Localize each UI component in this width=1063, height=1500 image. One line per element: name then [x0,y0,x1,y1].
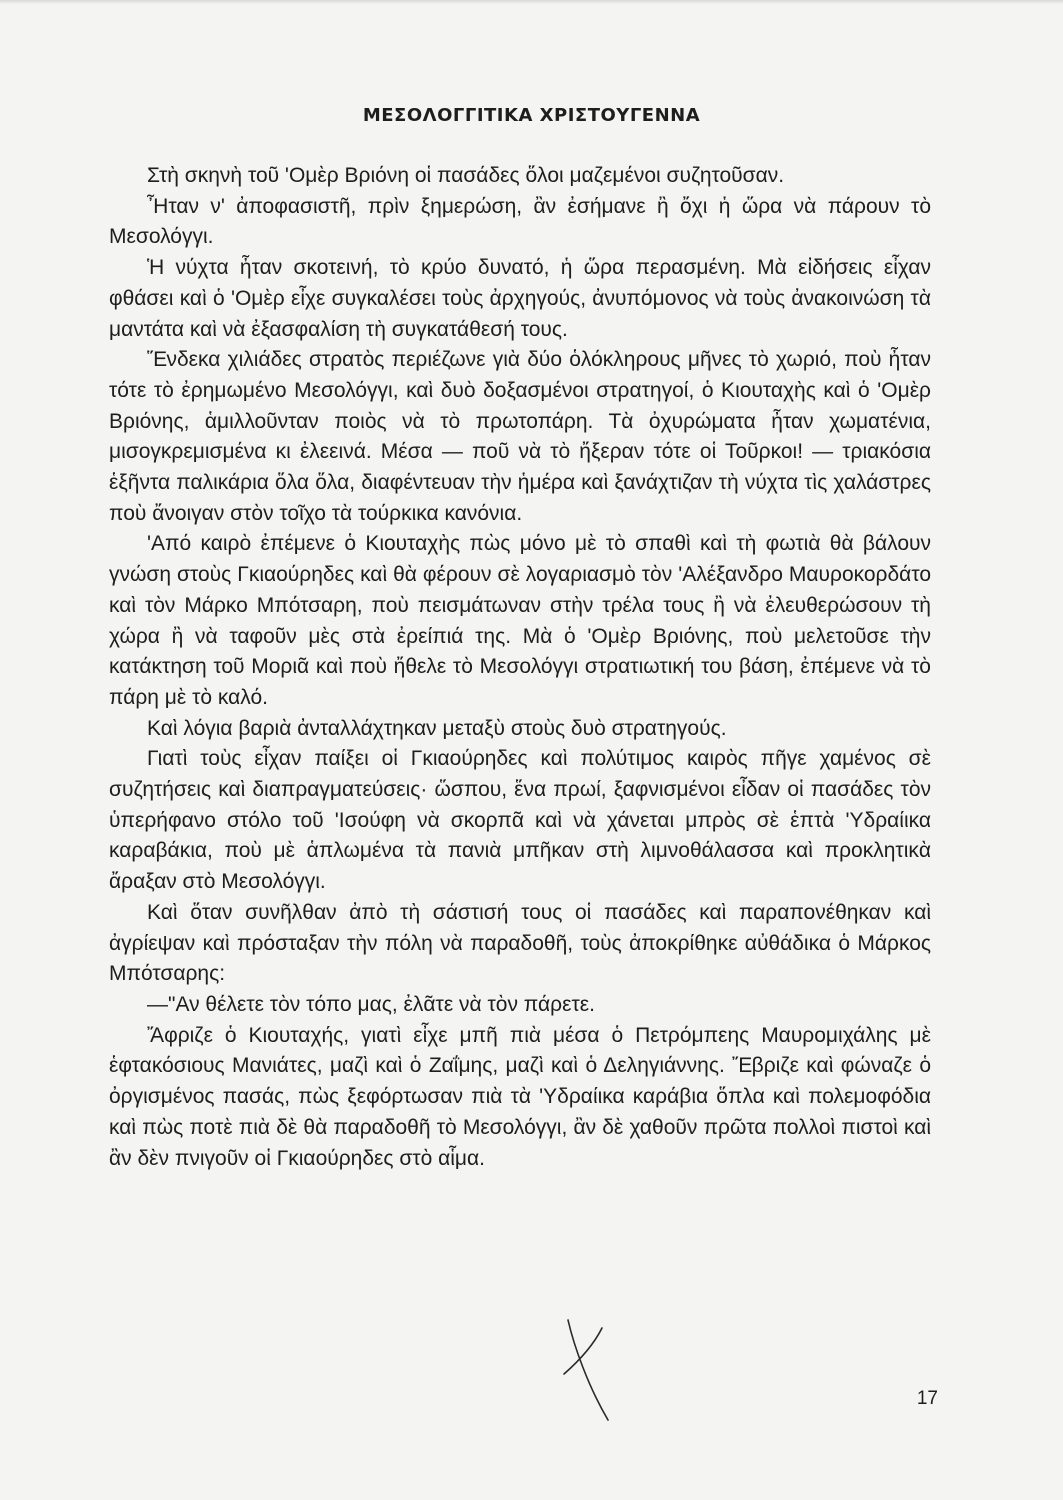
paragraph-3: Ἡ νύχτα ἦταν σκοτεινή, τὸ κρύο δυνατό, ἡ ὥρα περασμένη. Μὰ εἰδήσεις εἶχαν φθάσει καὶ ὁ 'Ομὲρ εἶχε συγκαλέσει τοὺς ἀρχηγούς, ἀνυπόμονος νὰ τοὺς ἀνακοινώση τὰ μαντάτα καὶ νὰ ἐξασφαλίση τὴ συγκατάθεσή τους. [109,256,931,341]
paragraph-8: Καὶ ὅταν συνῆλθαν ἀπὸ τὴ σάστισή τους οἱ πασάδες καὶ παραπονέθηκαν καὶ ἀγρίεψαν καὶ πρόσταξαν τὴν πόλη νὰ παραδοθῆ, τοὺς ἀποκρίθηκε αὐθάδικα ὁ Μάρκος Μπότσαρης: [109,900,931,986]
page-number: 17 [916,1388,938,1409]
paragraph-2: Ἦταν ν' ἀποφασιστῆ, πρὶν ξημερώση, ἂν ἐσήμανε ἢ ὄχι ἡ ὥρα νὰ πάρουν τὸ Μεσολόγγι. [109,194,931,249]
body-text [109,161,931,1174]
handwritten-pen-mark [550,1316,620,1426]
paragraph-9-dialogue: —"Αν θέλετε τὸν τόπο μας, ἐλᾶτε νὰ τὸν πάρετε. [147,992,595,1016]
paragraph-10: Ἄφριζε ὁ Κιουταχής, γιατὶ εἶχε μπῆ πιὰ μέσα ὁ Πετρόμπεης Μαυρομιχάλης μὲ ἑφτακόσιους Μανιάτες, μαζὶ καὶ ὁ Ζαΐμης, μαζὶ καὶ ὁ Δεληγιάννης. Ἔβριζε καὶ φώναζε ὁ ὀργισμένος πασάς, πὼς ξεφόρτωσαν πιὰ τὰ 'Υδραίικα καράβια ὅπλα καὶ πολεμοφόδια καὶ πὼς ποτὲ πιὰ δὲ θὰ παραδοθῆ τὸ Μεσολόγγι, ἂν δὲ χαθοῦν πρῶτα πολλοὶ πιστοὶ καὶ ἂν δὲν πνιγοῦν οἱ Γκιαούρηδες στὸ αἷμα. [109,1023,931,1170]
page-title: ΜΕΣΟΛΟΓΓΙΤΙΚΑ ΧΡΙΣΤΟΥΓΕΝΝΑ [362,105,701,126]
page-top-edge [0,0,1063,4]
paragraph-5: 'Από καιρὸ ἐπέμενε ὁ Κιουταχὴς πὼς μόνο μὲ τὸ σπαθὶ καὶ τὴ φωτιὰ θὰ βάλουν γνώση στοὺς Γκιαούρηδες καὶ θὰ φέρουν σὲ λογαριασμὸ τὸν 'Αλέξανδρο Μαυροκορδάτο καὶ τὸν Μάρκο Μπότσαρη, ποὺ πεισμάτωναν στὴν τρέλα τους ἢ νὰ ἐλευθερώσουν τὴ χώρα ἢ νὰ ταφοῦν μὲς στὰ ἐρείπιά της. Μὰ ὁ 'Ομὲρ Βριόνης, ποὺ μελετοῦσε τὴν κατάκτηση τοῦ Μοριᾶ καὶ ποὺ ἤθελε τὸ Μεσολόγγι στρατιωτική του βάση, ἐπέμενε νὰ τὸ πάρη μὲ τὸ καλό. [109,532,931,709]
paragraph-4: Ἕνδεκα χιλιάδες στρατὸς περιέζωνε γιὰ δύο ὁλόκληρους μῆνες τὸ χωριό, ποὺ ἦταν τότε τὸ ἐρημωμένο Μεσολόγγι, καὶ δυὸ δοξασμένοι στρατηγοί, ὁ Κιουταχὴς καὶ ὁ 'Ομὲρ Βριόνης, ἁμιλλοῦνταν ποιὸς νὰ τὸ πρωτοπάρη. Τὰ ὀχυρώματα ἦταν χωματένια, μισογκρεμισμένα κι ἐλεεινά. Μέσα — ποῦ νὰ τὸ ἤξεραν τότε οἱ Τοῦρκοι! — τριακόσια ἑξῆντα παλικάρια ὅλα ὅλα, διαφέντευαν τὴν ἡμέρα καὶ ξανάχτιζαν τὴ νύχτα τὶς χαλάστρες ποὺ ἄνοιγαν στὸν τοῖχο τὰ τούρκικα κανόνια. [109,348,931,525]
paragraph-6: Καὶ λόγια βαριὰ ἀνταλλάχτηκαν μεταξὺ στοὺς δυὸ στρατηγούς. [147,716,727,740]
paragraph-1: Στὴ σκηνὴ τοῦ 'Ομὲρ Βριόνη οἱ πασάδες ὅλοι μαζεμένοι συζητοῦσαν. [147,164,785,187]
paragraph-7: Γιατὶ τοὺς εἶχαν παίξει οἱ Γκιαούρηδες καὶ πολύτιμος καιρὸς πῆγε χαμένος σὲ συζητήσεις καὶ διαπραγματεύσεις· ὥσπου, ἕνα πρωί, ξαφνισμένοι εἶδαν οἱ πασάδες τὸν ὑπερήφανο στόλο τοῦ 'Ισούφη νὰ σκορπᾶ καὶ νὰ χάνεται μπρὸς σὲ ἑπτὰ 'Υδραίικα καραβάκια, ποὺ μὲ ἁπλωμένα τὰ πανιὰ μπῆκαν στὴ λιμνοθάλασσα καὶ προκλητικὰ ἄραξαν στὸ Μεσολόγγι. [109,747,931,894]
